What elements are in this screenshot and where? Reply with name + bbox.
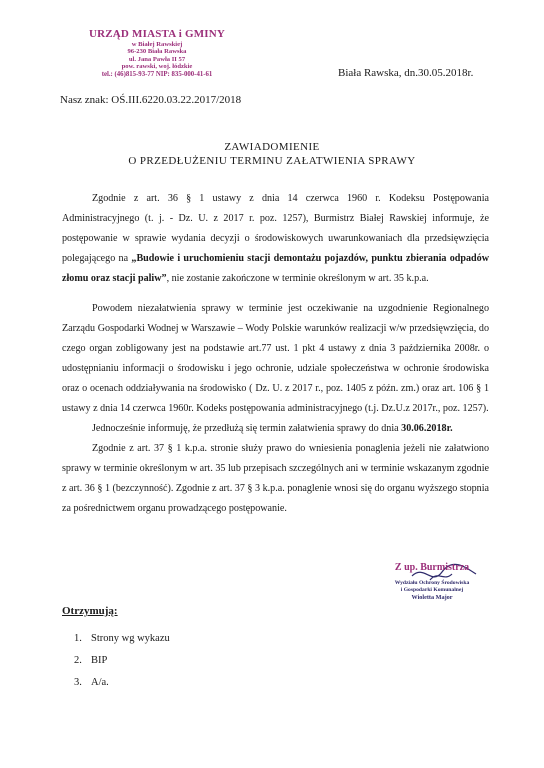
paragraph-notice — [62, 189, 489, 289]
list-item-text: A/a. — [91, 677, 109, 688]
list-item — [74, 628, 170, 650]
paragraph-notice-tail: , nie zostanie zakończone w terminie określonym w art. 35 k.p.a. — [166, 273, 429, 284]
recipients-list — [74, 628, 170, 694]
list-item — [74, 672, 170, 694]
document-subtitle: O PRZEDŁUŻENIU TERMINU ZAŁATWIENIA SPRAWY — [128, 155, 416, 167]
stamp-line-town: w Białej Rawskiej — [131, 40, 183, 48]
list-item-text: BIP — [91, 655, 108, 666]
project-name: „Budowie i uruchomieniu stacji demontażu pojazdów, punktu zbierania odpadów złomu oraz stacji paliw” — [62, 253, 490, 284]
letter-body — [62, 189, 489, 519]
list-item-number: 2. — [74, 655, 82, 666]
list-item — [74, 650, 170, 672]
list-item-number: 1. — [74, 633, 82, 644]
document-title: ZAWIADOMIENIE — [224, 141, 320, 153]
stamp-line-street: ul. Jana Pawła II 57 — [128, 55, 186, 63]
reference-number: Nasz znak: OŚ.III.6220.03.22.2017/2018 — [60, 94, 242, 106]
office-stamp — [72, 28, 242, 79]
paragraph-new-deadline — [62, 419, 489, 439]
paragraph-new-deadline-text: Jednocześnie informuję, że przedłużą się termin załatwienia sprawy do dnia — [92, 423, 402, 434]
signature-authority: Z up. Burmistrza — [394, 562, 470, 573]
list-item-number: 3. — [74, 677, 82, 688]
place-date: Biała Rawska, dn.30.05.2018r. — [338, 67, 474, 79]
stamp-line-county: pow. rawski, woj. łódzkie — [121, 63, 193, 71]
signature-department-2: i Gospodarki Komunalnej — [400, 587, 464, 593]
stamp-line-postcode: 96-230 Biała Rawska — [127, 48, 187, 56]
recipients-title: Otrzymują: — [62, 605, 118, 617]
new-deadline-date: 30.06.2018r. — [401, 423, 453, 434]
list-item-text: Strony wg wykazu — [91, 633, 170, 644]
paragraph-notice-text: Zgodnie z art. 36 § 1 ustawy z dnia 14 czerwca 1960 r. Kodeksu Postępowania Administracyjnego (t. j. - Dz. U. z 2017 r. poz. 1257), Burmistrz Białej Rawskiej informuje, że postępowanie w sprawie wydania decyzji o środowiskowych uwarunkowaniach dla przedsięwzięcia polegającego na — [62, 193, 489, 264]
signature-name: Wioletta Major — [411, 594, 453, 601]
paragraph-reason: Powodem niezałatwienia sprawy w terminie jest oczekiwanie na uzgodnienie Regionalnego Zarządu Gospodarki Wodnej w Warszawie – Wody Polskie warunków realizacji w/w przedsięwzięcia, do czego organ zobligowany jest na podstawie art.77 ust. 1 pkt 4 ustawy z dnia 3 października 2008r. o udostępnianiu informacji o środowisku i jego ochronie, udziale społeczeństwa w ochronie środowiska oraz o ocenach oddziaływania na środowisko ( Dz. U. z 2017 r., poz. 1405 z późn. zm.) oraz art. 106 § 1 ustawy z dnia 14 czerwca 1960r. Kodeks postępowania administracyjnego (t.j. Dz.U.z 2017r., poz. 1257). — [62, 303, 489, 414]
signature-department: Wydziału Ochrony Środowiska — [394, 580, 470, 586]
stamp-title: URZĄD MIASTA i GMINY — [88, 28, 226, 40]
paragraph-rights: Zgodnie z art. 37 § 1 k.p.a. stronie służy prawo do wniesienia ponaglenia jeżeli nie załatwiono sprawy w terminie określonym w art. 35 lub przepisach szczególnych ani w terminie wskazanym zgodnie z art. 36 § 1 (bezczynność). Zgodnie z art. 37 § 3 k.p.a. ponaglenie wnosi się do organu wyższego stopnia za pośrednictwem organu prowadzącego postępowanie. — [62, 443, 489, 514]
signature-stamp — [372, 562, 492, 622]
stamp-line-phone-nip: tel.: (46)815-93-77 NIP: 835-000-41-61 — [101, 70, 213, 78]
